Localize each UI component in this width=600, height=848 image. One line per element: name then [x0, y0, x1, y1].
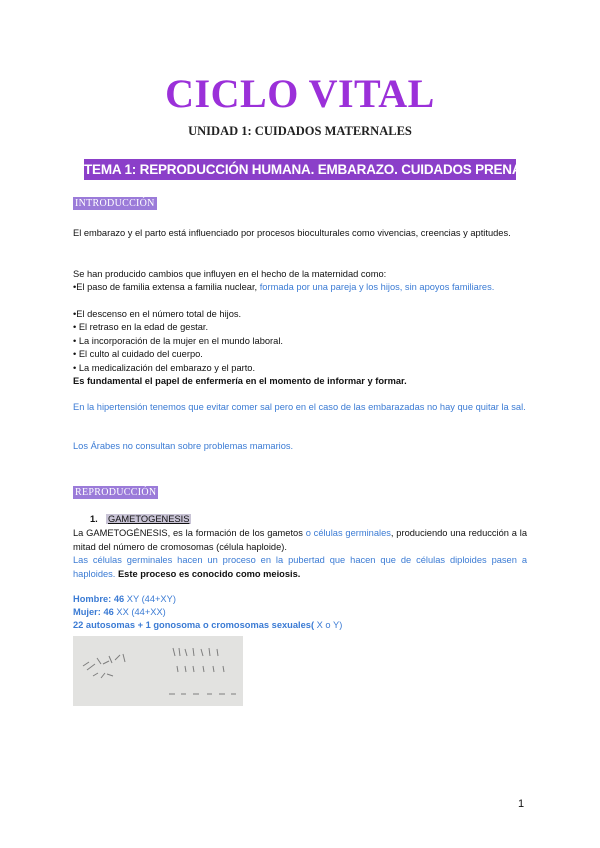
- document-title: CICLO VITAL: [165, 71, 435, 116]
- intro-paragraph: El embarazo y el parto está influenciado por procesos bioculturales como vivencias, creencias y aptitudes.: [73, 228, 511, 238]
- p-text-blue: o células germinales: [305, 528, 391, 538]
- p-text-bold: Este proceso es conocido como meiosis.: [115, 568, 301, 579]
- autosomas-line: [73, 619, 342, 633]
- page-number: 1: [518, 798, 525, 810]
- bold-statement: Es fundamental el papel de enfermería en el momento de informar y formar.: [73, 376, 407, 386]
- item-text-blue: formada por una pareja y los hijos, sin apoyos familiares.: [259, 282, 495, 292]
- list-item: • El culto al cuidado del cuerpo.: [73, 349, 203, 359]
- gametogenesis-heading: GAMETOGENESIS: [108, 514, 190, 524]
- list-item: • La medicalización del embarazo y el parto.: [73, 363, 256, 373]
- meiosis-paragraph: [73, 554, 527, 581]
- hipertension-note: En la hipertensión tenemos que evitar comer sal pero en el caso de las embarazadas no hay que quitar la sal.: [73, 402, 526, 412]
- list-item: • La incorporación de la mujer en el mundo laboral.: [73, 336, 283, 346]
- list-number: 1.: [90, 514, 98, 524]
- p-text: La GAMETOGÉNESIS, es la formación de los gametos: [73, 528, 306, 538]
- mujer-line: [73, 606, 166, 620]
- section-heading-introduccion: INTRODUCCIÓN: [75, 198, 155, 209]
- value: 46: [100, 607, 117, 617]
- changes-intro: Se han producido cambios que influyen en el hecho de la maternidad como:: [73, 269, 387, 279]
- p-text: , produciendo una reducción a la mitad del número de cromosomas (célula haploide).: [73, 528, 527, 552]
- p-text-blue: Las células germinales hacen un proceso en la pubertad que hacen que de células diploides pasen a haploides.: [73, 555, 527, 579]
- list-item: •El descenso en el número total de hijos.: [73, 309, 242, 319]
- value: XX (44+XX): [116, 607, 166, 617]
- tema-title: TEMA 1: REPRODUCCIÓN HUMANA. EMBARAZO. CUIDADOS PRENATALES: [84, 162, 563, 177]
- value: 46: [111, 594, 127, 604]
- arabes-note: Los Árabes no consultan sobre problemas mamarios.: [73, 441, 294, 451]
- list-item: • El retraso en la edad de gestar.: [73, 322, 209, 332]
- label: Mujer:: [73, 607, 101, 617]
- item-text: •El paso de familia extensa a familia nuclear,: [73, 282, 260, 292]
- list-item-familia: [73, 281, 527, 295]
- karyotype-sketch: [73, 636, 243, 706]
- gametogenesis-paragraph: [73, 527, 527, 554]
- value: XY (44+XY): [126, 594, 176, 604]
- section-heading-reproduccion: REPRODUCCIÓN: [75, 487, 157, 498]
- hombre-line: [73, 593, 176, 607]
- unit-heading: UNIDAD 1: CUIDADOS MATERNALES: [188, 124, 412, 138]
- text: X o Y): [316, 620, 343, 630]
- label: Hombre:: [73, 594, 112, 604]
- karyotype-image: [73, 636, 243, 706]
- text: 22 autosomas + 1 gonosoma o cromosomas sexuales(: [73, 620, 317, 630]
